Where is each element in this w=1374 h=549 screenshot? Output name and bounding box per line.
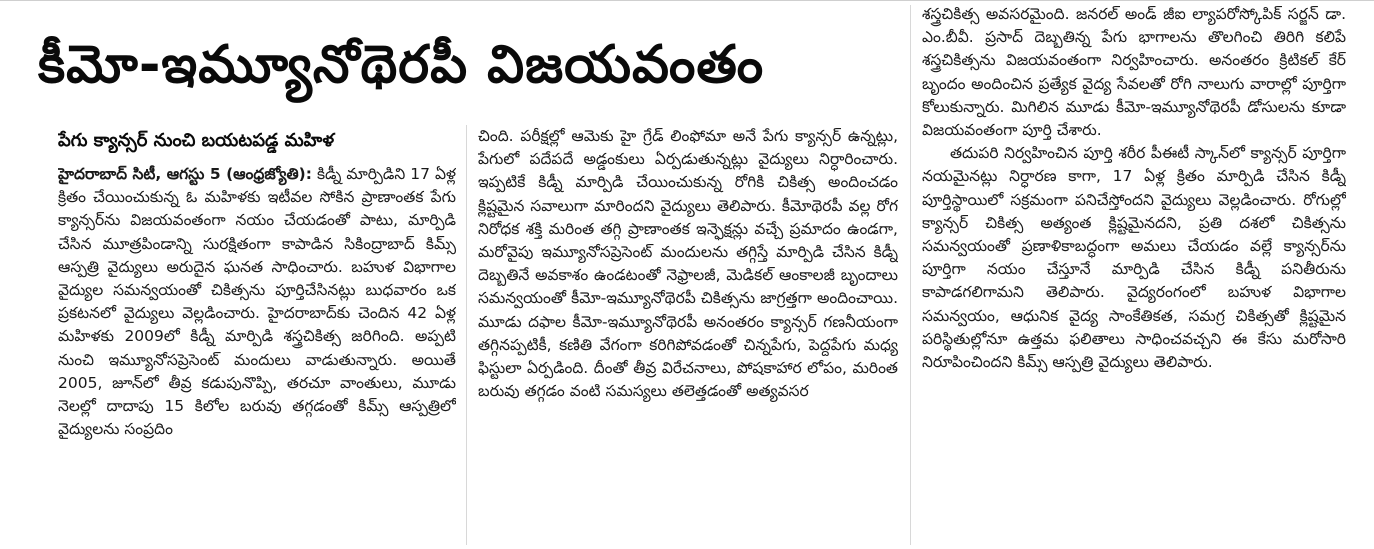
- headline: కీమో-ఇమ్యూనోథెరపీ విజయవంతం: [38, 35, 765, 95]
- column-divider: [910, 5, 911, 545]
- column-divider: [466, 125, 467, 545]
- article-column-3: [922, 3, 1346, 547]
- article-column-2: [478, 125, 898, 547]
- body-text: కిడ్నీ మార్పిడిని 17 ఏళ్ల క్రితం చేయించుకున్న ఓ మహిళకు ఇటీవల సోకిన ప్రాణాంతక పేగు క్యాన్సర్‌ను విజయవంతంగా నయం చేయడంతో పాటు, మార్పిడి చేసిన మూత్రపిండాన్ని సురక్షితంగా కాపాడిన సికింద్రాబాద్‌ కిమ్స్‌ ఆస్పత్రి వైద్యులు అరుదైన ఘనత సాధించారు. బహుళ విభాగాల వైద్యుల సమన్వయంతో చికిత్సను పూర్తిచేసినట్లు బుధవారం ఒక ప్రకటనలో వైద్యులు వెల్లడించారు. హైదరాబాద్‌కు చెందిన 42 ఏళ్ల మహిళకు 2009లో కిడ్నీ మార్పిడి శస్త్రచికిత్స జరిగింది. అప్పటి నుంచి ఇమ్యూనోసప్రెసెంట్‌ మందులు వాడుతున్నారు. అయితే 2005, జూన్‌లో తీవ్ర కడుపునొప్పి, తరచూ వాంతులు, మూడు నెలల్లో దాదాపు 15 కిలోల బరువు తగ్గడంతో కిమ్స్‌ ఆస్పత్రిలో వైద్యులను సంప్రదిం: [58, 165, 456, 439]
- subheadline: పేగు క్యాన్సర్‌ నుంచి బయటపడ్డ మహిళ: [58, 130, 335, 151]
- article-column-1: [58, 163, 456, 547]
- article-paragraph: శస్త్రచికిత్స అవసరమైంది. జనరల్‌ అండ్‌ జీఐ ల్యాపరోస్కోపిక్‌ సర్జన్‌ డా. ఎం.బీవీ. ప్రసాద్‌ దెబ్బతిన్న పేగు భాగాలను తొలగించి తిరిగి కలిపే శస్త్రచికిత్సను విజయవంతంగా నిర్వహించారు. అనంతరం క్రిటికల్‌ కేర్‌ బృందం అందించిన ప్రత్యేక వైద్య సేవలతో రోగి నాలుగు వారాల్లో పూర్తిగా కోలుకున్నారు. మిగిలిన మూడు కీమో-ఇమ్యూనోథెరపీ డోసులను కూడా విజయవంతంగా పూర్తి చేశారు.: [922, 5, 1346, 140]
- article-paragraph: [58, 163, 456, 441]
- article-paragraph: చింది. పరీక్షల్లో ఆమెకు హై గ్రేడ్‌ లింఫోమా అనే పేగు క్యాన్సర్‌ ఉన్నట్లు, పేగులో పదేపదే అడ్డంకులు ఏర్పడుతున్నట్లు వైద్యులు నిర్ధారించారు. ఇప్పటికే కిడ్నీ మార్పిడి చేయించుకున్న రోగికి చికిత్స అందించడం క్లిష్టమైన సవాలుగా మారిందని వైద్యులు తెలిపారు. కీమోథెరపీ వల్ల రోగ నిరోధక శక్తి మరింత తగ్గి ప్రాణాంతక ఇన్ఫెక్షన్లు వచ్చే ప్రమాదం ఉండగా, మరోవైపు ఇమ్యూనోసప్రెసెంట్‌ మందులను తగ్గిస్తే మార్పిడి చేసిన కిడ్నీ దెబ్బతినే అవకాశం ఉండటంతో నెఫ్రాలజీ, మెడికల్‌ ఆంకాలజీ బృందాలు సమన్వయంతో కీమో-ఇమ్యూనోథెరపీ చికిత్సను జాగ్రత్తగా అందించాయి. మూడు దఫాల కీమో-ఇమ్యూనోథెరపీ అనంతరం క్యాన్సర్‌ గణనీయంగా తగ్గినప్పటికీ, కణితి వేగంగా కరిగిపోవడంతో చిన్నపేగు, పెద్దపేగు మధ్య ఫిస్టులా ఏర్పడింది. దీంతో తీవ్ర విరేచనాలు, పోషకాహార లోపం, మరింత బరువు తగ్గడం వంటి సమస్యలు తలెత్తడంతో అత్యవసర: [478, 127, 898, 401]
- dateline: హైదరాబాద్‌ సిటీ, ఆగస్టు 5 (ఆంధ్రజ్యోతి):: [58, 165, 312, 183]
- article-paragraph: తదుపరి నిర్వహించిన పూర్తి శరీర పీఈటీ స్కాన్‌లో క్యాన్సర్‌ పూర్తిగా నయమైనట్లు నిర్ధారణ కాగా, 17 ఏళ్ల క్రితం మార్పిడి చేసిన కిడ్నీ పూర్తిస్థాయిలో సక్రమంగా పనిచేస్తోందని వైద్యులు వెల్లడించారు. రోగుల్లో క్యాన్సర్‌ చికిత్స అత్యంత క్లిష్టమైనదని, ప్రతి దశలో చికిత్సను సమన్వయంతో ప్రణాళికాబద్ధంగా అమలు చేయడం వల్లే క్యాన్సర్‌ను పూర్తిగా నయం చేస్తూనే మార్పిడి చేసిన కిడ్నీ పనితీరును కాపాడగలిగామని తెలిపారు. వైద్యరంగంలో బహుళ విభాగాల సమన్వయం, ఆధునిక వైద్య సాంకేతికత, సమగ్ర చికిత్సతో క్లిష్టమైన పరిస్థితుల్లోనూ ఉత్తమ ఫలితాలు సాధించవచ్చని ఈ కేసు మరోసారి నిరూపించిందని కిమ్స్‌ ఆస్పత్రి వైద్యులు తెలిపారు.: [922, 144, 1346, 372]
